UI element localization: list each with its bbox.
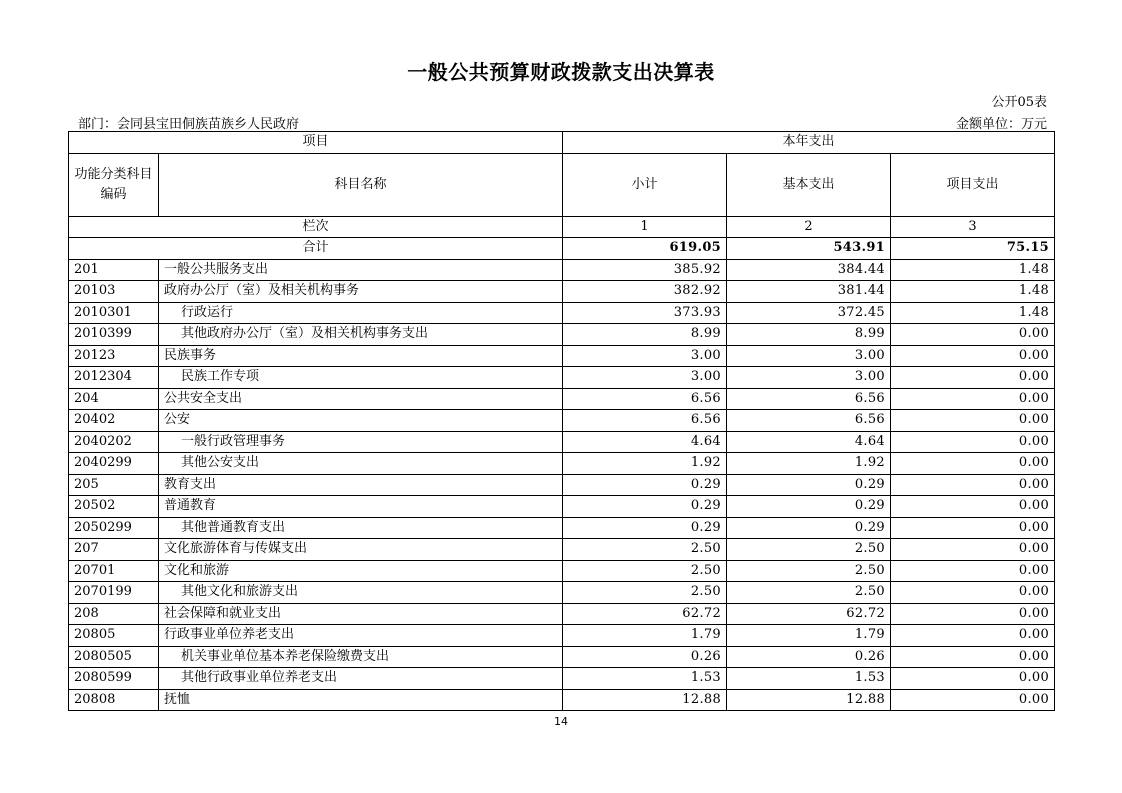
row-project: 0.00 — [891, 517, 1055, 539]
total-label: 合计 — [69, 238, 563, 260]
column-number-3: 3 — [891, 216, 1055, 238]
row-project: 1.48 — [891, 259, 1055, 281]
row-subtotal: 4.64 — [563, 431, 727, 453]
total-row — [69, 238, 1055, 260]
column-number-2: 2 — [727, 216, 891, 238]
row-project: 0.00 — [891, 410, 1055, 432]
row-code: 2010399 — [69, 324, 159, 346]
row-name: 其他政府办公厅（室）及相关机构事务支出 — [159, 324, 563, 346]
header-project-expenditure: 项目支出 — [891, 153, 1055, 216]
row-name: 其他文化和旅游支出 — [159, 582, 563, 604]
row-name: 政府办公厅（室）及相关机构事务 — [159, 281, 563, 303]
row-basic: 8.99 — [727, 324, 891, 346]
row-subtotal: 8.99 — [563, 324, 727, 346]
table-row — [69, 582, 1055, 604]
row-code: 20701 — [69, 560, 159, 582]
row-subtotal: 0.29 — [563, 474, 727, 496]
column-number-row — [69, 216, 1055, 238]
table-row — [69, 302, 1055, 324]
row-project: 0.00 — [891, 689, 1055, 711]
row-name: 社会保障和就业支出 — [159, 603, 563, 625]
row-subtotal: 1.79 — [563, 625, 727, 647]
row-basic: 1.92 — [727, 453, 891, 475]
table-row — [69, 517, 1055, 539]
table-row — [69, 367, 1055, 389]
row-name: 机关事业单位基本养老保险缴费支出 — [159, 646, 563, 668]
row-code: 201 — [69, 259, 159, 281]
row-subtotal: 3.00 — [563, 345, 727, 367]
row-project: 0.00 — [891, 496, 1055, 518]
department-label: 部门：会同县宝田侗族苗族乡人民政府 — [78, 117, 300, 132]
row-code: 205 — [69, 474, 159, 496]
row-code: 2010301 — [69, 302, 159, 324]
header-row-1 — [69, 132, 1055, 154]
row-name: 其他行政事业单位养老支出 — [159, 668, 563, 690]
row-project: 0.00 — [891, 388, 1055, 410]
row-subtotal: 62.72 — [563, 603, 727, 625]
table-row — [69, 431, 1055, 453]
row-basic: 0.26 — [727, 646, 891, 668]
form-number: 公开05表 — [991, 95, 1047, 110]
row-basic: 6.56 — [727, 410, 891, 432]
row-basic: 2.50 — [727, 560, 891, 582]
row-name: 抚恤 — [159, 689, 563, 711]
table-row — [69, 324, 1055, 346]
table-row — [69, 625, 1055, 647]
row-project: 0.00 — [891, 539, 1055, 561]
row-subtotal: 385.92 — [563, 259, 727, 281]
row-code: 20808 — [69, 689, 159, 711]
row-code: 20805 — [69, 625, 159, 647]
row-code: 2070199 — [69, 582, 159, 604]
row-subtotal: 0.29 — [563, 517, 727, 539]
row-code: 2050299 — [69, 517, 159, 539]
row-project: 0.00 — [891, 367, 1055, 389]
table-row — [69, 539, 1055, 561]
row-basic: 3.00 — [727, 345, 891, 367]
page-number: 14 — [554, 715, 568, 728]
row-name: 一般行政管理事务 — [159, 431, 563, 453]
column-number-label: 栏次 — [69, 216, 563, 238]
row-subtotal: 2.50 — [563, 560, 727, 582]
row-name: 公安 — [159, 410, 563, 432]
row-code: 20103 — [69, 281, 159, 303]
row-basic: 2.50 — [727, 582, 891, 604]
row-name: 教育支出 — [159, 474, 563, 496]
row-subtotal: 12.88 — [563, 689, 727, 711]
row-code: 20123 — [69, 345, 159, 367]
table-row — [69, 496, 1055, 518]
table-row — [69, 281, 1055, 303]
row-basic: 3.00 — [727, 367, 891, 389]
row-name: 其他普通教育支出 — [159, 517, 563, 539]
table-row — [69, 560, 1055, 582]
row-code: 208 — [69, 603, 159, 625]
table-row — [69, 646, 1055, 668]
row-subtotal: 373.93 — [563, 302, 727, 324]
row-project: 0.00 — [891, 453, 1055, 475]
row-subtotal: 1.53 — [563, 668, 727, 690]
table-row — [69, 603, 1055, 625]
page-title: 一般公共预算财政拨款支出决算表 — [407, 60, 715, 84]
row-code: 207 — [69, 539, 159, 561]
row-basic: 0.29 — [727, 496, 891, 518]
table-row — [69, 388, 1055, 410]
row-project: 0.00 — [891, 646, 1055, 668]
row-code: 2012304 — [69, 367, 159, 389]
row-project: 0.00 — [891, 560, 1055, 582]
row-project: 0.00 — [891, 474, 1055, 496]
row-project: 0.00 — [891, 603, 1055, 625]
row-code: 2080599 — [69, 668, 159, 690]
row-name: 一般公共服务支出 — [159, 259, 563, 281]
row-basic: 372.45 — [727, 302, 891, 324]
table-row — [69, 474, 1055, 496]
column-number-1: 1 — [563, 216, 727, 238]
row-project: 0.00 — [891, 324, 1055, 346]
row-name: 文化旅游体育与传媒支出 — [159, 539, 563, 561]
row-name: 民族工作专项 — [159, 367, 563, 389]
total-project: 75.15 — [891, 238, 1055, 260]
row-name: 公共安全支出 — [159, 388, 563, 410]
row-subtotal: 6.56 — [563, 388, 727, 410]
row-project: 1.48 — [891, 281, 1055, 303]
row-name: 普通教育 — [159, 496, 563, 518]
row-basic: 6.56 — [727, 388, 891, 410]
row-code: 2080505 — [69, 646, 159, 668]
header-basic: 基本支出 — [727, 153, 891, 216]
expenditure-table — [68, 131, 1055, 711]
row-basic: 4.64 — [727, 431, 891, 453]
row-basic: 62.72 — [727, 603, 891, 625]
row-code: 204 — [69, 388, 159, 410]
row-basic: 381.44 — [727, 281, 891, 303]
row-subtotal: 2.50 — [563, 539, 727, 561]
row-subtotal: 382.92 — [563, 281, 727, 303]
header-row-2 — [69, 153, 1055, 216]
amount-unit-label: 金额单位：万元 — [955, 117, 1047, 132]
total-subtotal: 619.05 — [563, 238, 727, 260]
table-row — [69, 453, 1055, 475]
row-code: 2040299 — [69, 453, 159, 475]
row-project: 1.48 — [891, 302, 1055, 324]
header-subtotal: 小计 — [563, 153, 727, 216]
header-current-year: 本年支出 — [563, 132, 1055, 154]
row-basic: 0.29 — [727, 517, 891, 539]
total-basic: 543.91 — [727, 238, 891, 260]
row-basic: 1.79 — [727, 625, 891, 647]
row-basic: 384.44 — [727, 259, 891, 281]
row-project: 0.00 — [891, 582, 1055, 604]
row-name: 其他公安支出 — [159, 453, 563, 475]
row-subtotal: 1.92 — [563, 453, 727, 475]
row-name: 文化和旅游 — [159, 560, 563, 582]
row-code: 20502 — [69, 496, 159, 518]
row-name: 行政运行 — [159, 302, 563, 324]
table-row — [69, 345, 1055, 367]
header-project: 项目 — [69, 132, 563, 154]
row-basic: 1.53 — [727, 668, 891, 690]
row-subtotal: 2.50 — [563, 582, 727, 604]
row-code: 2040202 — [69, 431, 159, 453]
row-code: 20402 — [69, 410, 159, 432]
row-subtotal: 6.56 — [563, 410, 727, 432]
row-basic: 12.88 — [727, 689, 891, 711]
row-subtotal: 3.00 — [563, 367, 727, 389]
row-project: 0.00 — [891, 345, 1055, 367]
table-row — [69, 410, 1055, 432]
row-project: 0.00 — [891, 431, 1055, 453]
table-row — [69, 689, 1055, 711]
row-subtotal: 0.29 — [563, 496, 727, 518]
row-name: 民族事务 — [159, 345, 563, 367]
row-name: 行政事业单位养老支出 — [159, 625, 563, 647]
row-project: 0.00 — [891, 668, 1055, 690]
row-basic: 2.50 — [727, 539, 891, 561]
row-basic: 0.29 — [727, 474, 891, 496]
header-code: 功能分类科目编码 — [69, 153, 159, 216]
table-row — [69, 259, 1055, 281]
table-row — [69, 668, 1055, 690]
row-subtotal: 0.26 — [563, 646, 727, 668]
row-project: 0.00 — [891, 625, 1055, 647]
header-name: 科目名称 — [159, 153, 563, 216]
